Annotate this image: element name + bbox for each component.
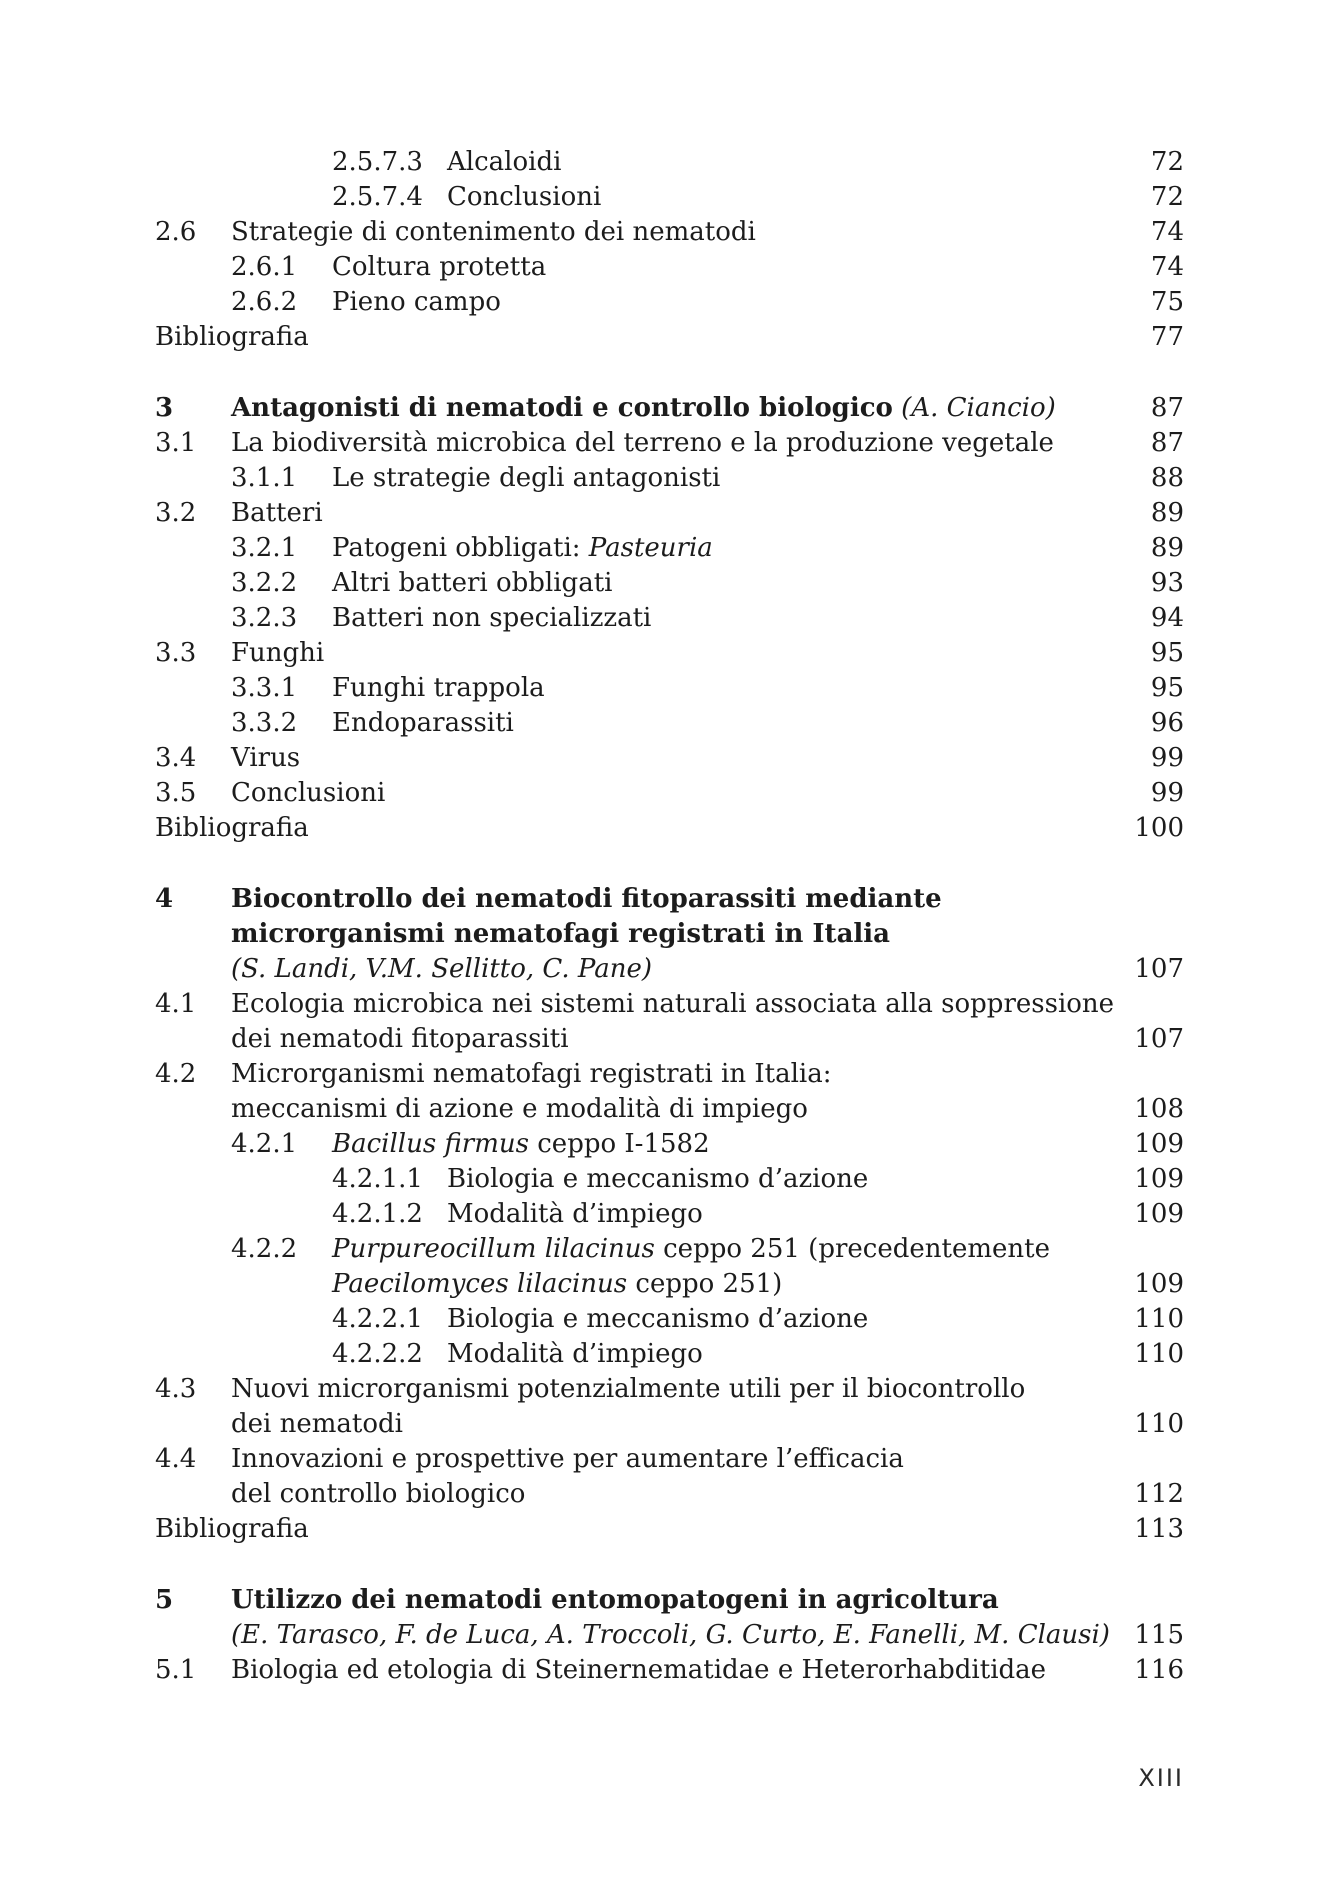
toc-number: 3.3.2 bbox=[231, 708, 298, 738]
toc-page: 72 bbox=[1150, 147, 1184, 177]
chapter-title-cont: microrganismi nematofagi registrati in Italia bbox=[231, 919, 891, 949]
toc-title: Nuovi microrganismi potenzialmente utili per il biocontrollo bbox=[231, 1374, 1026, 1404]
toc-title-italic: Paecilomyces lilacinus bbox=[332, 1269, 628, 1299]
toc-title-text: Patogeni obbligati: bbox=[332, 533, 581, 563]
toc-page: 74 bbox=[1150, 252, 1184, 282]
toc-page: 107 bbox=[1134, 954, 1184, 984]
toc-title bbox=[332, 1231, 1050, 1267]
toc-number: 4.2.1.2 bbox=[332, 1199, 423, 1229]
toc-number: 4.2.2.2 bbox=[332, 1339, 423, 1369]
toc-number: 4.3 bbox=[155, 1374, 197, 1404]
toc-title: Funghi trappola bbox=[332, 673, 545, 703]
toc-title-cont: del controllo biologico bbox=[231, 1479, 526, 1509]
toc-title-cont bbox=[332, 1266, 782, 1302]
toc-number: 3.2.2 bbox=[231, 568, 298, 598]
chapter-authors: (E. Tarasco, F. de Luca, A. Troccoli, G. Curto, E. Fanelli, M. Clausi) bbox=[231, 1620, 1110, 1650]
toc-number: 3.2.1 bbox=[231, 533, 298, 563]
toc-title: Endoparassiti bbox=[332, 708, 514, 738]
toc-bibliography: Bibliografia bbox=[155, 322, 309, 352]
toc-title: Innovazioni e prospettive per aumentare l’efficacia bbox=[231, 1444, 904, 1474]
toc-page: 74 bbox=[1150, 217, 1184, 247]
chapter-title: Antagonisti di nematodi e controllo biologico bbox=[231, 393, 893, 423]
toc-page: 72 bbox=[1150, 182, 1184, 212]
toc-page: 94 bbox=[1150, 603, 1184, 633]
toc-title: Pieno campo bbox=[332, 287, 501, 317]
toc-title: Biologia e meccanismo d’azione bbox=[447, 1164, 869, 1194]
toc-page: 109 bbox=[1134, 1164, 1184, 1194]
toc-page: 89 bbox=[1150, 533, 1184, 563]
toc-page: 87 bbox=[1150, 428, 1184, 458]
toc-page: 93 bbox=[1150, 568, 1184, 598]
toc-title: Batteri non specializzati bbox=[332, 603, 652, 633]
toc-title-italic: Purpureocillum lilacinus bbox=[332, 1234, 655, 1264]
toc-number: 4.2.1 bbox=[231, 1129, 298, 1159]
toc-page: 109 bbox=[1134, 1129, 1184, 1159]
toc-page: 95 bbox=[1150, 673, 1184, 703]
toc-page: 99 bbox=[1150, 743, 1184, 773]
toc-number: 3.1 bbox=[155, 428, 197, 458]
toc-page: 108 bbox=[1134, 1094, 1184, 1124]
toc-title: Microrganismi nematofagi registrati in Italia: bbox=[231, 1059, 832, 1089]
toc-title: Alcaloidi bbox=[447, 147, 562, 177]
toc-title-italic: Pasteuria bbox=[588, 533, 713, 563]
toc-number: 3.2 bbox=[155, 498, 197, 528]
toc-number: 4.2 bbox=[155, 1059, 197, 1089]
toc-number: 3.1.1 bbox=[231, 463, 298, 493]
toc-title: Batteri bbox=[231, 498, 323, 528]
toc-title: Biologia e meccanismo d’azione bbox=[447, 1304, 869, 1334]
toc-number: 3.2.3 bbox=[231, 603, 298, 633]
toc-number: 4.1 bbox=[155, 989, 197, 1019]
toc-number: 2.6.2 bbox=[231, 287, 298, 317]
toc-page: 113 bbox=[1134, 1514, 1184, 1544]
toc-title bbox=[332, 1126, 710, 1162]
toc-number: 4.2.2 bbox=[231, 1234, 298, 1264]
toc-title: Conclusioni bbox=[231, 778, 386, 808]
page-number: XIII bbox=[1138, 1764, 1184, 1792]
toc-page: 116 bbox=[1134, 1655, 1184, 1685]
chapter-number: 5 bbox=[155, 1585, 174, 1615]
toc-title-italic: Bacillus firmus bbox=[332, 1129, 529, 1159]
chapter-heading bbox=[231, 390, 1056, 426]
toc-title-text: ceppo 251) bbox=[635, 1269, 783, 1299]
toc-number: 5.1 bbox=[155, 1655, 197, 1685]
toc-number: 4.4 bbox=[155, 1444, 197, 1474]
toc-title: Modalità d’impiego bbox=[447, 1339, 703, 1369]
toc-title: Virus bbox=[231, 743, 301, 773]
toc-number: 3.4 bbox=[155, 743, 197, 773]
toc-number: 2.6.1 bbox=[231, 252, 298, 282]
toc-page: 75 bbox=[1150, 287, 1184, 317]
chapter-title: Utilizzo dei nematodi entomopatogeni in agricoltura bbox=[231, 1585, 999, 1615]
toc-page: 88 bbox=[1150, 463, 1184, 493]
toc-number: 4.2.1.1 bbox=[332, 1164, 423, 1194]
chapter-number: 3 bbox=[155, 393, 174, 423]
toc-page: 109 bbox=[1134, 1199, 1184, 1229]
toc-page: 115 bbox=[1134, 1620, 1184, 1650]
toc-title bbox=[332, 530, 713, 566]
toc-title: Conclusioni bbox=[447, 182, 602, 212]
toc-number: 3.5 bbox=[155, 778, 197, 808]
toc-page: 89 bbox=[1150, 498, 1184, 528]
toc-number: 3.3.1 bbox=[231, 673, 298, 703]
toc-bibliography: Bibliografia bbox=[155, 813, 309, 843]
toc-page: 110 bbox=[1134, 1409, 1184, 1439]
toc-title: Ecologia microbica nei sistemi naturali associata alla soppressione bbox=[231, 989, 1115, 1019]
toc-number: 2.5.7.4 bbox=[332, 182, 423, 212]
toc-page: 112 bbox=[1134, 1479, 1184, 1509]
toc-title-text: ceppo 251 (precedentemente bbox=[663, 1234, 1050, 1264]
toc-title: Altri batteri obbligati bbox=[332, 568, 613, 598]
toc-number: 2.5.7.3 bbox=[332, 147, 423, 177]
toc-page: 95 bbox=[1150, 638, 1184, 668]
toc-number: 3.3 bbox=[155, 638, 197, 668]
toc-page: 110 bbox=[1134, 1304, 1184, 1334]
toc-title-cont: dei nematodi fitoparassiti bbox=[231, 1024, 569, 1054]
toc-number: 4.2.2.1 bbox=[332, 1304, 423, 1334]
toc-title: Modalità d’impiego bbox=[447, 1199, 703, 1229]
toc-page: 100 bbox=[1134, 813, 1184, 843]
toc-page: 109 bbox=[1134, 1269, 1184, 1299]
toc-title-text: ceppo I-1582 bbox=[537, 1129, 710, 1159]
toc-title: La biodiversità microbica del terreno e la produzione vegetale bbox=[231, 428, 1054, 458]
toc-page: 110 bbox=[1134, 1339, 1184, 1369]
toc-page: 87 bbox=[1150, 393, 1184, 423]
toc-page: 99 bbox=[1150, 778, 1184, 808]
toc-title: Coltura protetta bbox=[332, 252, 547, 282]
toc-title-cont: meccanismi di azione e modalità di impiego bbox=[231, 1094, 808, 1124]
chapter-number: 4 bbox=[155, 884, 174, 914]
chapter-authors: (S. Landi, V.M. Sellitto, C. Pane) bbox=[231, 954, 653, 984]
toc-number: 2.6 bbox=[155, 217, 197, 247]
chapter-title: Biocontrollo dei nematodi fitoparassiti mediante bbox=[231, 884, 942, 914]
toc-title: Le strategie degli antagonisti bbox=[332, 463, 721, 493]
toc-bibliography: Bibliografia bbox=[155, 1514, 309, 1544]
toc-title: Strategie di contenimento dei nematodi bbox=[231, 217, 756, 247]
chapter-authors: (A. Ciancio) bbox=[901, 393, 1056, 423]
toc-page: 77 bbox=[1150, 322, 1184, 352]
toc-title: Funghi bbox=[231, 638, 325, 668]
toc-title: Biologia ed etologia di Steinernematidae e Heterorhabditidae bbox=[231, 1655, 1047, 1685]
toc-title-cont: dei nematodi bbox=[231, 1409, 403, 1439]
toc-page: 96 bbox=[1150, 708, 1184, 738]
toc-page: 107 bbox=[1134, 1024, 1184, 1054]
